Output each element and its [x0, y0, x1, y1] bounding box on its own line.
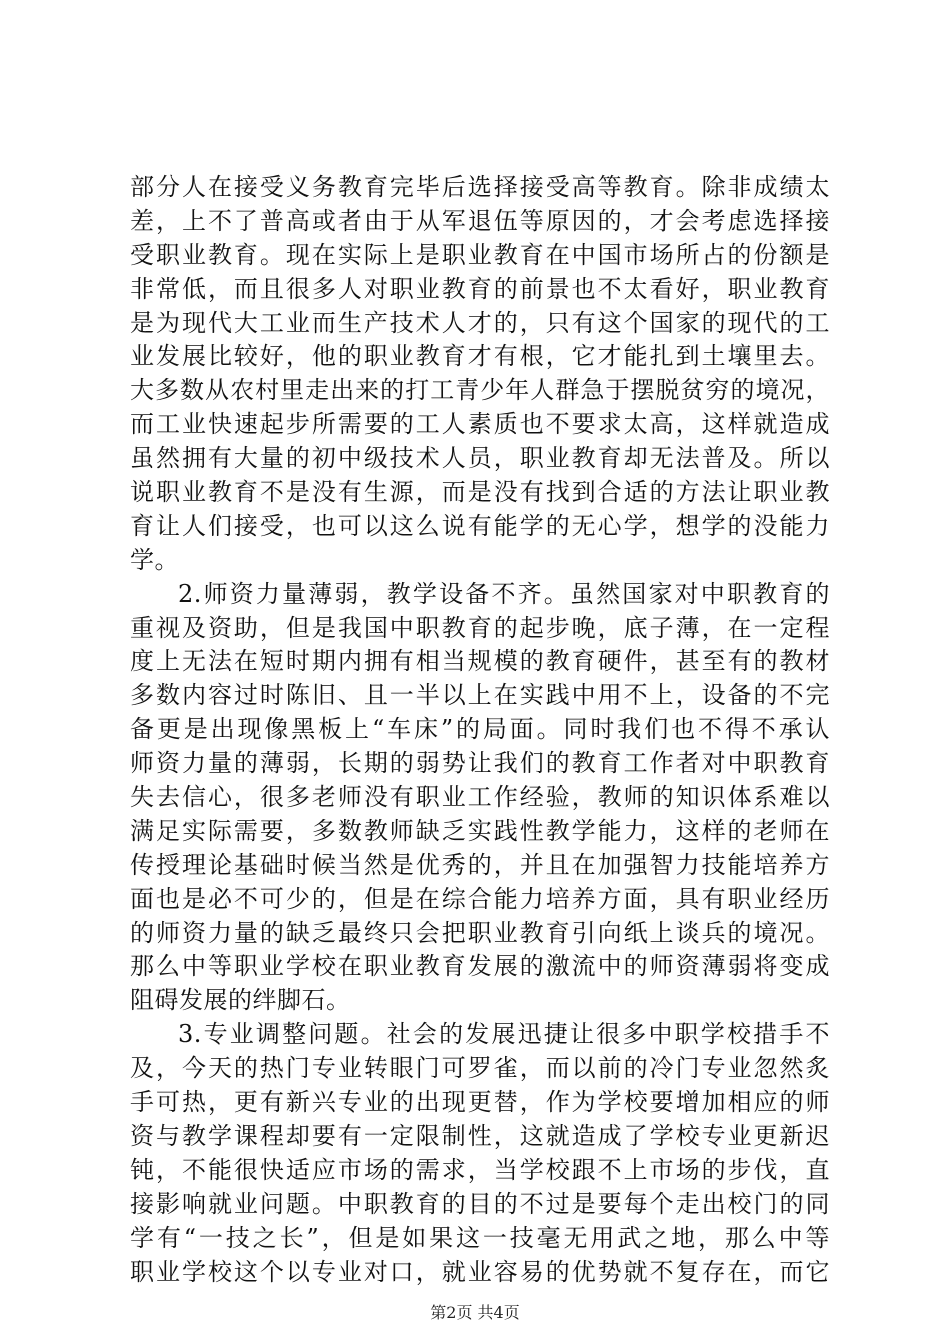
text-line: 及，今天的热门专业转眼门可罗雀，而以前的冷门专业忽然炙 [130, 1054, 830, 1083]
text-line: 说职业教育不是没有生源，而是没有找到合适的方法让职业教 [130, 478, 830, 507]
text-line: 多数内容过时陈旧、且一半以上在实践中用不上，设备的不完 [130, 681, 830, 710]
text-line: 职业学校这个以专业对口，就业容易的优势就不复存在，而它 [130, 1257, 830, 1286]
text-line: 受职业教育。现在实际上是职业教育在中国市场所占的份额是 [130, 240, 830, 269]
text-line: 钝，不能很快适应市场的需求，当学校跟不上市场的步伐，直 [130, 1155, 830, 1184]
text-line: 失去信心，很多老师没有职业工作经验，教师的知识体系难以 [130, 783, 830, 812]
text-line: 而工业快速起步所需要的工人素质也不要求太高，这样就造成 [130, 410, 830, 439]
text-line: 的师资力量的缺乏最终只会把职业教育引向纸上谈兵的境况。 [130, 918, 830, 947]
paragraph-start-line: 3.专业调整问题。社会的发展迅捷让很多中职学校措手不 [178, 1020, 830, 1049]
document-body [130, 171, 830, 1289]
text-line: 师资力量的薄弱，长期的弱势让我们的教育工作者对中职教育 [130, 749, 830, 778]
text-line: 面也是必不可少的，但是在综合能力培养方面，具有职业经历 [130, 884, 830, 913]
text-line: 满足实际需要，多数教师缺乏实践性教学能力，这样的老师在 [130, 816, 830, 845]
text-line: 非常低，而且很多人对职业教育的前景也不太看好，职业教育 [130, 274, 830, 303]
text-line: 阻碍发展的绊脚石。 [130, 986, 351, 1015]
text-line: 大多数从农村里走出来的打工青少年人群急于摆脱贫穷的境况， [130, 376, 830, 405]
text-line: 差，上不了普高或者由于从军退伍等原因的，才会考虑选择接 [130, 206, 830, 235]
text-line: 手可热，更有新兴专业的出现更替，作为学校要增加相应的师 [130, 1088, 830, 1117]
text-line: 业发展比较好，他的职业教育才有根，它才能扎到土壤里去。 [130, 342, 830, 371]
text-line: 是为现代大工业而生产技术人才的，只有这个国家的现代的工 [130, 308, 830, 337]
text-line: 那么中等职业学校在职业教育发展的激流中的师资薄弱将变成 [130, 952, 830, 981]
text-line: 度上无法在短时期内拥有相当规模的教育硬件，甚至有的教材 [130, 647, 830, 676]
text-line: 备更是出现像黑板上“车床”的局面。同时我们也不得不承认 [130, 715, 830, 744]
text-line: 部分人在接受义务教育完毕后选择接受高等教育。除非成绩太 [130, 173, 830, 201]
page-number-footer: 第2页 共4页 [430, 1303, 520, 1322]
text-line: 学有“一技之长”，但是如果这一技毫无用武之地，那么中等 [130, 1223, 830, 1252]
text-line: 学。 [130, 545, 179, 574]
text-line: 虽然拥有大量的初中级技术人员，职业教育却无法普及。所以 [130, 444, 830, 473]
text-line: 接影响就业问题。中职教育的目的不过是要每个走出校门的同 [130, 1189, 830, 1218]
paragraph-start-line: 2.师资力量薄弱，教学设备不齐。虽然国家对中职教育的 [178, 579, 830, 608]
text-line: 资与教学课程却要有一定限制性，这就造成了学校专业更新迟 [130, 1121, 830, 1150]
text-line: 育让人们接受，也可以这么说有能学的无心学，想学的没能力 [130, 511, 830, 540]
text-line: 传授理论基础时候当然是优秀的，并且在加强智力技能培养方 [130, 850, 830, 879]
text-line: 重视及资助，但是我国中职教育的起步晚，底子薄，在一定程 [130, 613, 830, 642]
